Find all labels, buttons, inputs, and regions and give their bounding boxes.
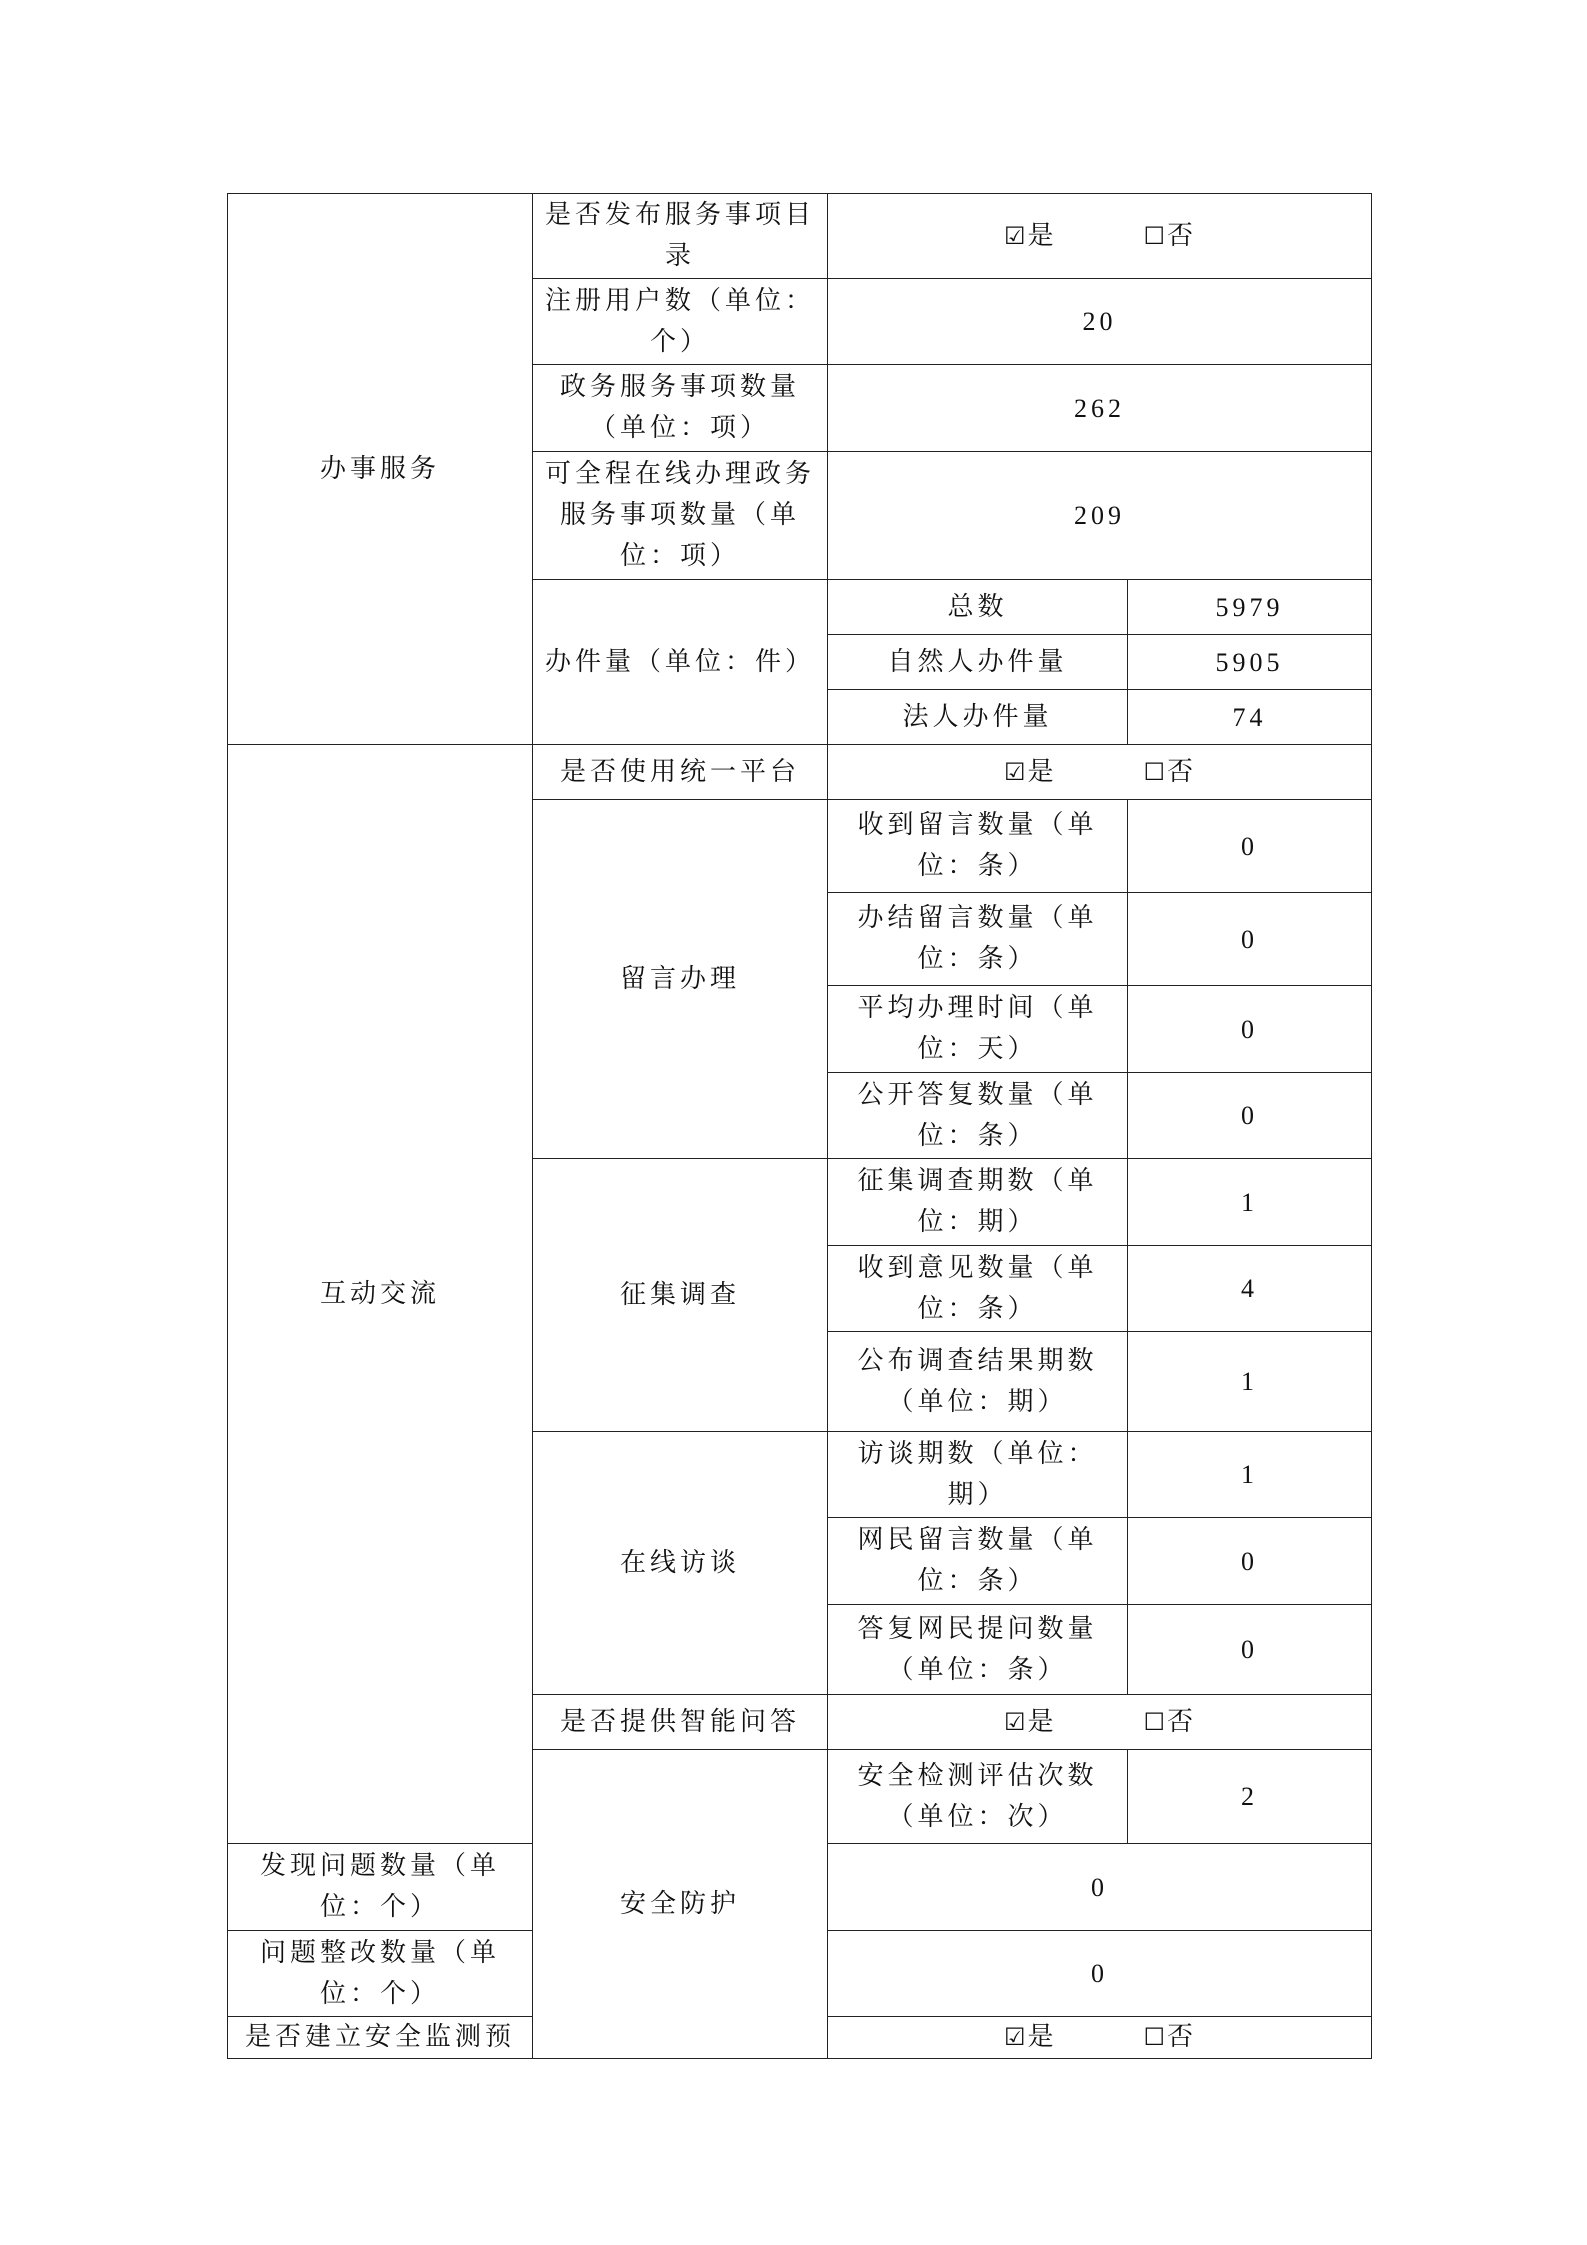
online-label: 可全程在线办理政务服务事项数量（单位：项） (533, 452, 828, 580)
catalog-choice (828, 194, 1372, 279)
cases-label: 办件量（单位：件） (533, 580, 828, 745)
no-option[interactable]: ☐否 (1143, 756, 1196, 787)
checked-box-icon: ☑ (1003, 1707, 1026, 1736)
natural-value: 5905 (1128, 635, 1372, 690)
msg-received-value: 0 (1128, 800, 1372, 893)
opinions-value: 4 (1128, 1246, 1372, 1332)
yes-option[interactable]: ☑是 (1003, 756, 1056, 787)
monitor-label: 是否建立安全监测预 (228, 2017, 533, 2059)
survey-group-label: 征集调查 (533, 1159, 828, 1432)
legal-label: 法人办件量 (828, 690, 1128, 745)
statistics-table (227, 193, 1372, 2059)
no-option[interactable]: ☐否 (1143, 2022, 1196, 2052)
catalog-label: 是否发布服务事项目录 (533, 194, 828, 279)
msg-done-value: 0 (1128, 893, 1372, 986)
fixed-value: 0 (828, 1931, 1372, 2017)
no-option[interactable]: ☐否 (1143, 1706, 1196, 1737)
platform-choice (828, 745, 1372, 800)
unchecked-box-icon: ☐ (1143, 757, 1166, 786)
checked-box-icon: ☑ (1003, 221, 1026, 250)
platform-label: 是否使用统一平台 (533, 745, 828, 800)
smart-qa-choice (828, 1695, 1372, 1750)
netizen-msg-label: 网民留言数量（单位：条） (828, 1518, 1128, 1605)
public-reply-value: 0 (1128, 1073, 1372, 1159)
issues-value: 0 (828, 1844, 1372, 1931)
opinions-label: 收到意见数量（单位：条） (828, 1246, 1128, 1332)
no-option[interactable]: ☐否 (1143, 220, 1196, 251)
reply-q-label: 答复网民提问数量（单位：条） (828, 1605, 1128, 1695)
online-value: 209 (828, 452, 1372, 580)
msg-done-label: 办结留言数量（单位：条） (828, 893, 1128, 986)
unchecked-box-icon: ☐ (1143, 221, 1166, 250)
total-value: 5979 (1128, 580, 1372, 635)
checked-box-icon: ☑ (1003, 757, 1026, 786)
issues-label: 发现问题数量（单位：个） (228, 1844, 533, 1931)
items-label: 政务服务事项数量（单位：项） (533, 365, 828, 452)
fixed-label: 问题整改数量（单位：个） (228, 1931, 533, 2017)
section-security-title: 安全防护 (533, 1750, 828, 2059)
avg-time-label: 平均办理时间（单位：天） (828, 986, 1128, 1073)
results-value: 1 (1128, 1332, 1372, 1432)
items-value: 262 (828, 365, 1372, 452)
users-value: 20 (828, 279, 1372, 365)
users-label: 注册用户数（单位：个） (533, 279, 828, 365)
netizen-msg-value: 0 (1128, 1518, 1372, 1605)
reply-q-value: 0 (1128, 1605, 1372, 1695)
legal-value: 74 (1128, 690, 1372, 745)
checked-box-icon: ☑ (1003, 2023, 1026, 2051)
yes-option[interactable]: ☑是 (1003, 2022, 1056, 2052)
yes-option[interactable]: ☑是 (1003, 1706, 1056, 1737)
yes-option[interactable]: ☑是 (1003, 220, 1056, 251)
monitor-choice (828, 2017, 1372, 2059)
unchecked-box-icon: ☐ (1143, 2023, 1166, 2051)
eval-value: 2 (1128, 1750, 1372, 1844)
interview-count-value: 1 (1128, 1432, 1372, 1518)
survey-count-label: 征集调查期数（单位：期） (828, 1159, 1128, 1246)
results-label: 公布调查结果期数（单位：期） (828, 1332, 1128, 1432)
unchecked-box-icon: ☐ (1143, 1707, 1166, 1736)
eval-label: 安全检测评估次数（单位：次） (828, 1750, 1128, 1844)
interview-group-label: 在线访谈 (533, 1432, 828, 1695)
natural-label: 自然人办件量 (828, 635, 1128, 690)
interview-count-label: 访谈期数（单位：期） (828, 1432, 1128, 1518)
section-service-title: 办事服务 (228, 194, 533, 745)
total-label: 总数 (828, 580, 1128, 635)
survey-count-value: 1 (1128, 1159, 1372, 1246)
message-group-label: 留言办理 (533, 800, 828, 1159)
section-interaction-title: 互动交流 (228, 745, 533, 1844)
smart-qa-label: 是否提供智能问答 (533, 1695, 828, 1750)
avg-time-value: 0 (1128, 986, 1372, 1073)
msg-received-label: 收到留言数量（单位：条） (828, 800, 1128, 893)
public-reply-label: 公开答复数量（单位：条） (828, 1073, 1128, 1159)
